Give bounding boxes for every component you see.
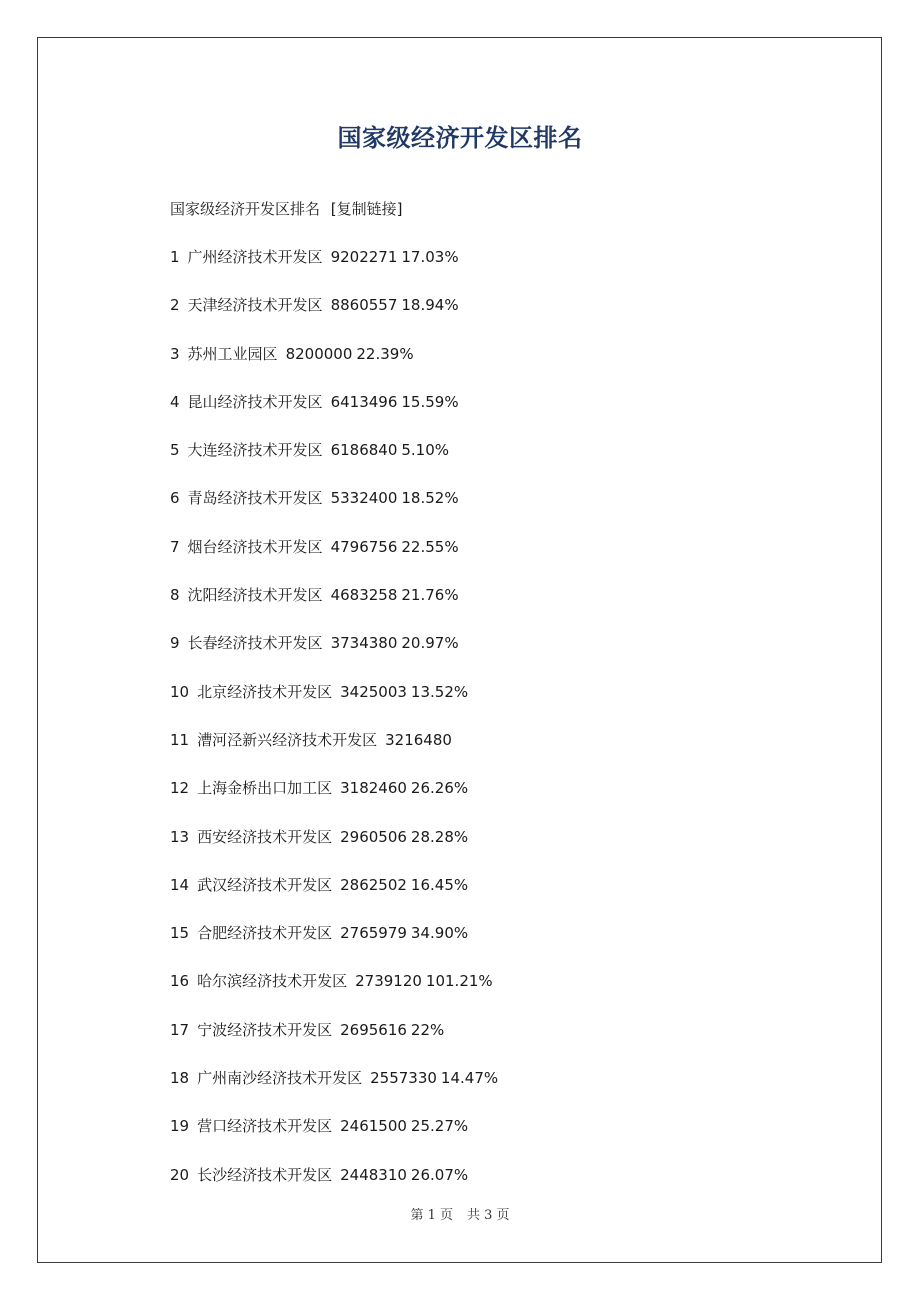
ranking-row <box>170 1115 498 1163</box>
zone-growth: 101.21% <box>425 972 493 991</box>
ranking-row <box>170 343 498 391</box>
zone-value: 2960506 <box>340 827 407 846</box>
zone-value: 2448310 <box>340 1165 407 1184</box>
rank-number: 17 <box>170 1020 190 1039</box>
zone-growth: 16.45% <box>410 875 469 894</box>
ranking-row <box>170 681 498 729</box>
ranking-list <box>170 246 498 1212</box>
rank-number: 18 <box>170 1069 190 1088</box>
zone-growth: 13.52% <box>410 682 469 701</box>
zone-value: 8860557 <box>330 296 398 315</box>
ranking-row <box>170 874 498 922</box>
zone-name: 沈阳经济技术开发区 <box>187 586 323 605</box>
ranking-row <box>170 1164 498 1212</box>
zone-name: 广州经济技术开发区 <box>187 248 323 266</box>
ranking-row <box>170 246 498 294</box>
rank-number: 8 <box>170 586 180 605</box>
intro-line <box>170 198 403 220</box>
zone-name: 长春经济技术开发区 <box>187 634 323 653</box>
rank-number: 11 <box>170 730 190 749</box>
page-footer <box>0 1206 920 1226</box>
zone-value: 2695616 <box>340 1020 407 1039</box>
zone-growth: 15.59% <box>401 392 459 411</box>
ranking-row <box>170 826 498 874</box>
zone-growth: 14.47% <box>440 1069 499 1088</box>
zone-growth: 25.27% <box>410 1117 469 1136</box>
zone-name: 北京经济技术开发区 <box>197 682 333 701</box>
zone-name: 西安经济技术开发区 <box>197 827 333 846</box>
zone-growth: 18.52% <box>401 489 459 508</box>
rank-number: 6 <box>170 489 180 508</box>
intro-text: 国家级经济开发区排名 <box>170 200 321 218</box>
rank-number: 13 <box>170 827 190 846</box>
copy-link[interactable]: [复制链接] <box>330 200 403 218</box>
zone-name: 大连经济技术开发区 <box>187 441 323 460</box>
rank-number: 10 <box>170 682 190 701</box>
zone-value: 3182460 <box>340 779 407 798</box>
zone-name: 长沙经济技术开发区 <box>197 1165 333 1184</box>
total-pages-label: 共 3 页 <box>467 1208 510 1223</box>
zone-growth: 26.26% <box>410 779 469 798</box>
zone-value: 3216480 <box>385 730 452 749</box>
zone-name: 青岛经济技术开发区 <box>187 489 323 508</box>
document-title: 国家级经济开发区排名 <box>337 124 583 152</box>
zone-growth: 20.97% <box>401 634 459 653</box>
zone-value: 6186840 <box>330 441 398 460</box>
zone-name: 苏州工业园区 <box>187 344 278 363</box>
zone-name: 烟台经济技术开发区 <box>187 537 323 556</box>
zone-value: 2739120 <box>355 972 422 991</box>
rank-number: 7 <box>170 537 180 556</box>
zone-value: 8200000 <box>285 344 353 363</box>
ranking-row <box>170 922 498 970</box>
zone-name: 上海金桥出口加工区 <box>197 779 333 798</box>
zone-value: 4796756 <box>330 537 398 556</box>
zone-value: 2765979 <box>340 924 407 943</box>
rank-number: 15 <box>170 924 190 943</box>
ranking-row <box>170 584 498 632</box>
ranking-row <box>170 729 498 777</box>
ranking-row <box>170 391 498 439</box>
zone-name: 哈尔滨经济技术开发区 <box>197 972 348 991</box>
zone-growth: 28.28% <box>410 827 469 846</box>
current-page-label: 第 1 页 <box>410 1208 453 1223</box>
rank-number: 9 <box>170 634 180 653</box>
rank-number: 19 <box>170 1117 190 1136</box>
zone-value: 4683258 <box>330 586 398 605</box>
rank-number: 20 <box>170 1165 190 1184</box>
zone-value: 2862502 <box>340 875 407 894</box>
rank-number: 1 <box>170 248 180 266</box>
zone-value: 6413496 <box>330 392 398 411</box>
ranking-row <box>170 487 498 535</box>
zone-name: 广州南沙经济技术开发区 <box>197 1069 363 1088</box>
rank-number: 5 <box>170 441 180 460</box>
zone-name: 漕河泾新兴经济技术开发区 <box>197 730 378 749</box>
rank-number: 16 <box>170 972 190 991</box>
zone-name: 昆山经济技术开发区 <box>187 392 323 411</box>
ranking-row <box>170 536 498 584</box>
zone-growth: 5.10% <box>401 441 450 460</box>
zone-name: 天津经济技术开发区 <box>187 296 323 315</box>
rank-number: 4 <box>170 392 180 411</box>
zone-growth: 22.55% <box>401 537 459 556</box>
zone-growth: 18.94% <box>401 296 459 315</box>
zone-growth: 17.03% <box>401 248 459 266</box>
ranking-row <box>170 294 498 342</box>
zone-growth: 26.07% <box>410 1165 469 1184</box>
zone-value: 2461500 <box>340 1117 407 1136</box>
zone-growth: 22.39% <box>356 344 414 363</box>
ranking-row <box>170 777 498 825</box>
ranking-row <box>170 1019 498 1067</box>
rank-number: 12 <box>170 779 190 798</box>
zone-growth: 34.90% <box>410 924 469 943</box>
zone-value: 3734380 <box>330 634 398 653</box>
rank-number: 3 <box>170 344 180 363</box>
zone-growth: 21.76% <box>401 586 459 605</box>
zone-value: 2557330 <box>370 1069 437 1088</box>
ranking-row <box>170 439 498 487</box>
rank-number: 2 <box>170 296 180 315</box>
zone-name: 营口经济技术开发区 <box>197 1117 333 1136</box>
ranking-row <box>170 1067 498 1115</box>
rank-number: 14 <box>170 875 190 894</box>
zone-value: 3425003 <box>340 682 407 701</box>
zone-name: 合肥经济技术开发区 <box>197 924 333 943</box>
zone-value: 9202271 <box>330 248 398 266</box>
zone-value: 5332400 <box>330 489 398 508</box>
zone-name: 武汉经济技术开发区 <box>197 875 333 894</box>
zone-growth: 22% <box>410 1020 445 1039</box>
ranking-row <box>170 632 498 680</box>
zone-name: 宁波经济技术开发区 <box>197 1020 333 1039</box>
ranking-row <box>170 970 498 1018</box>
